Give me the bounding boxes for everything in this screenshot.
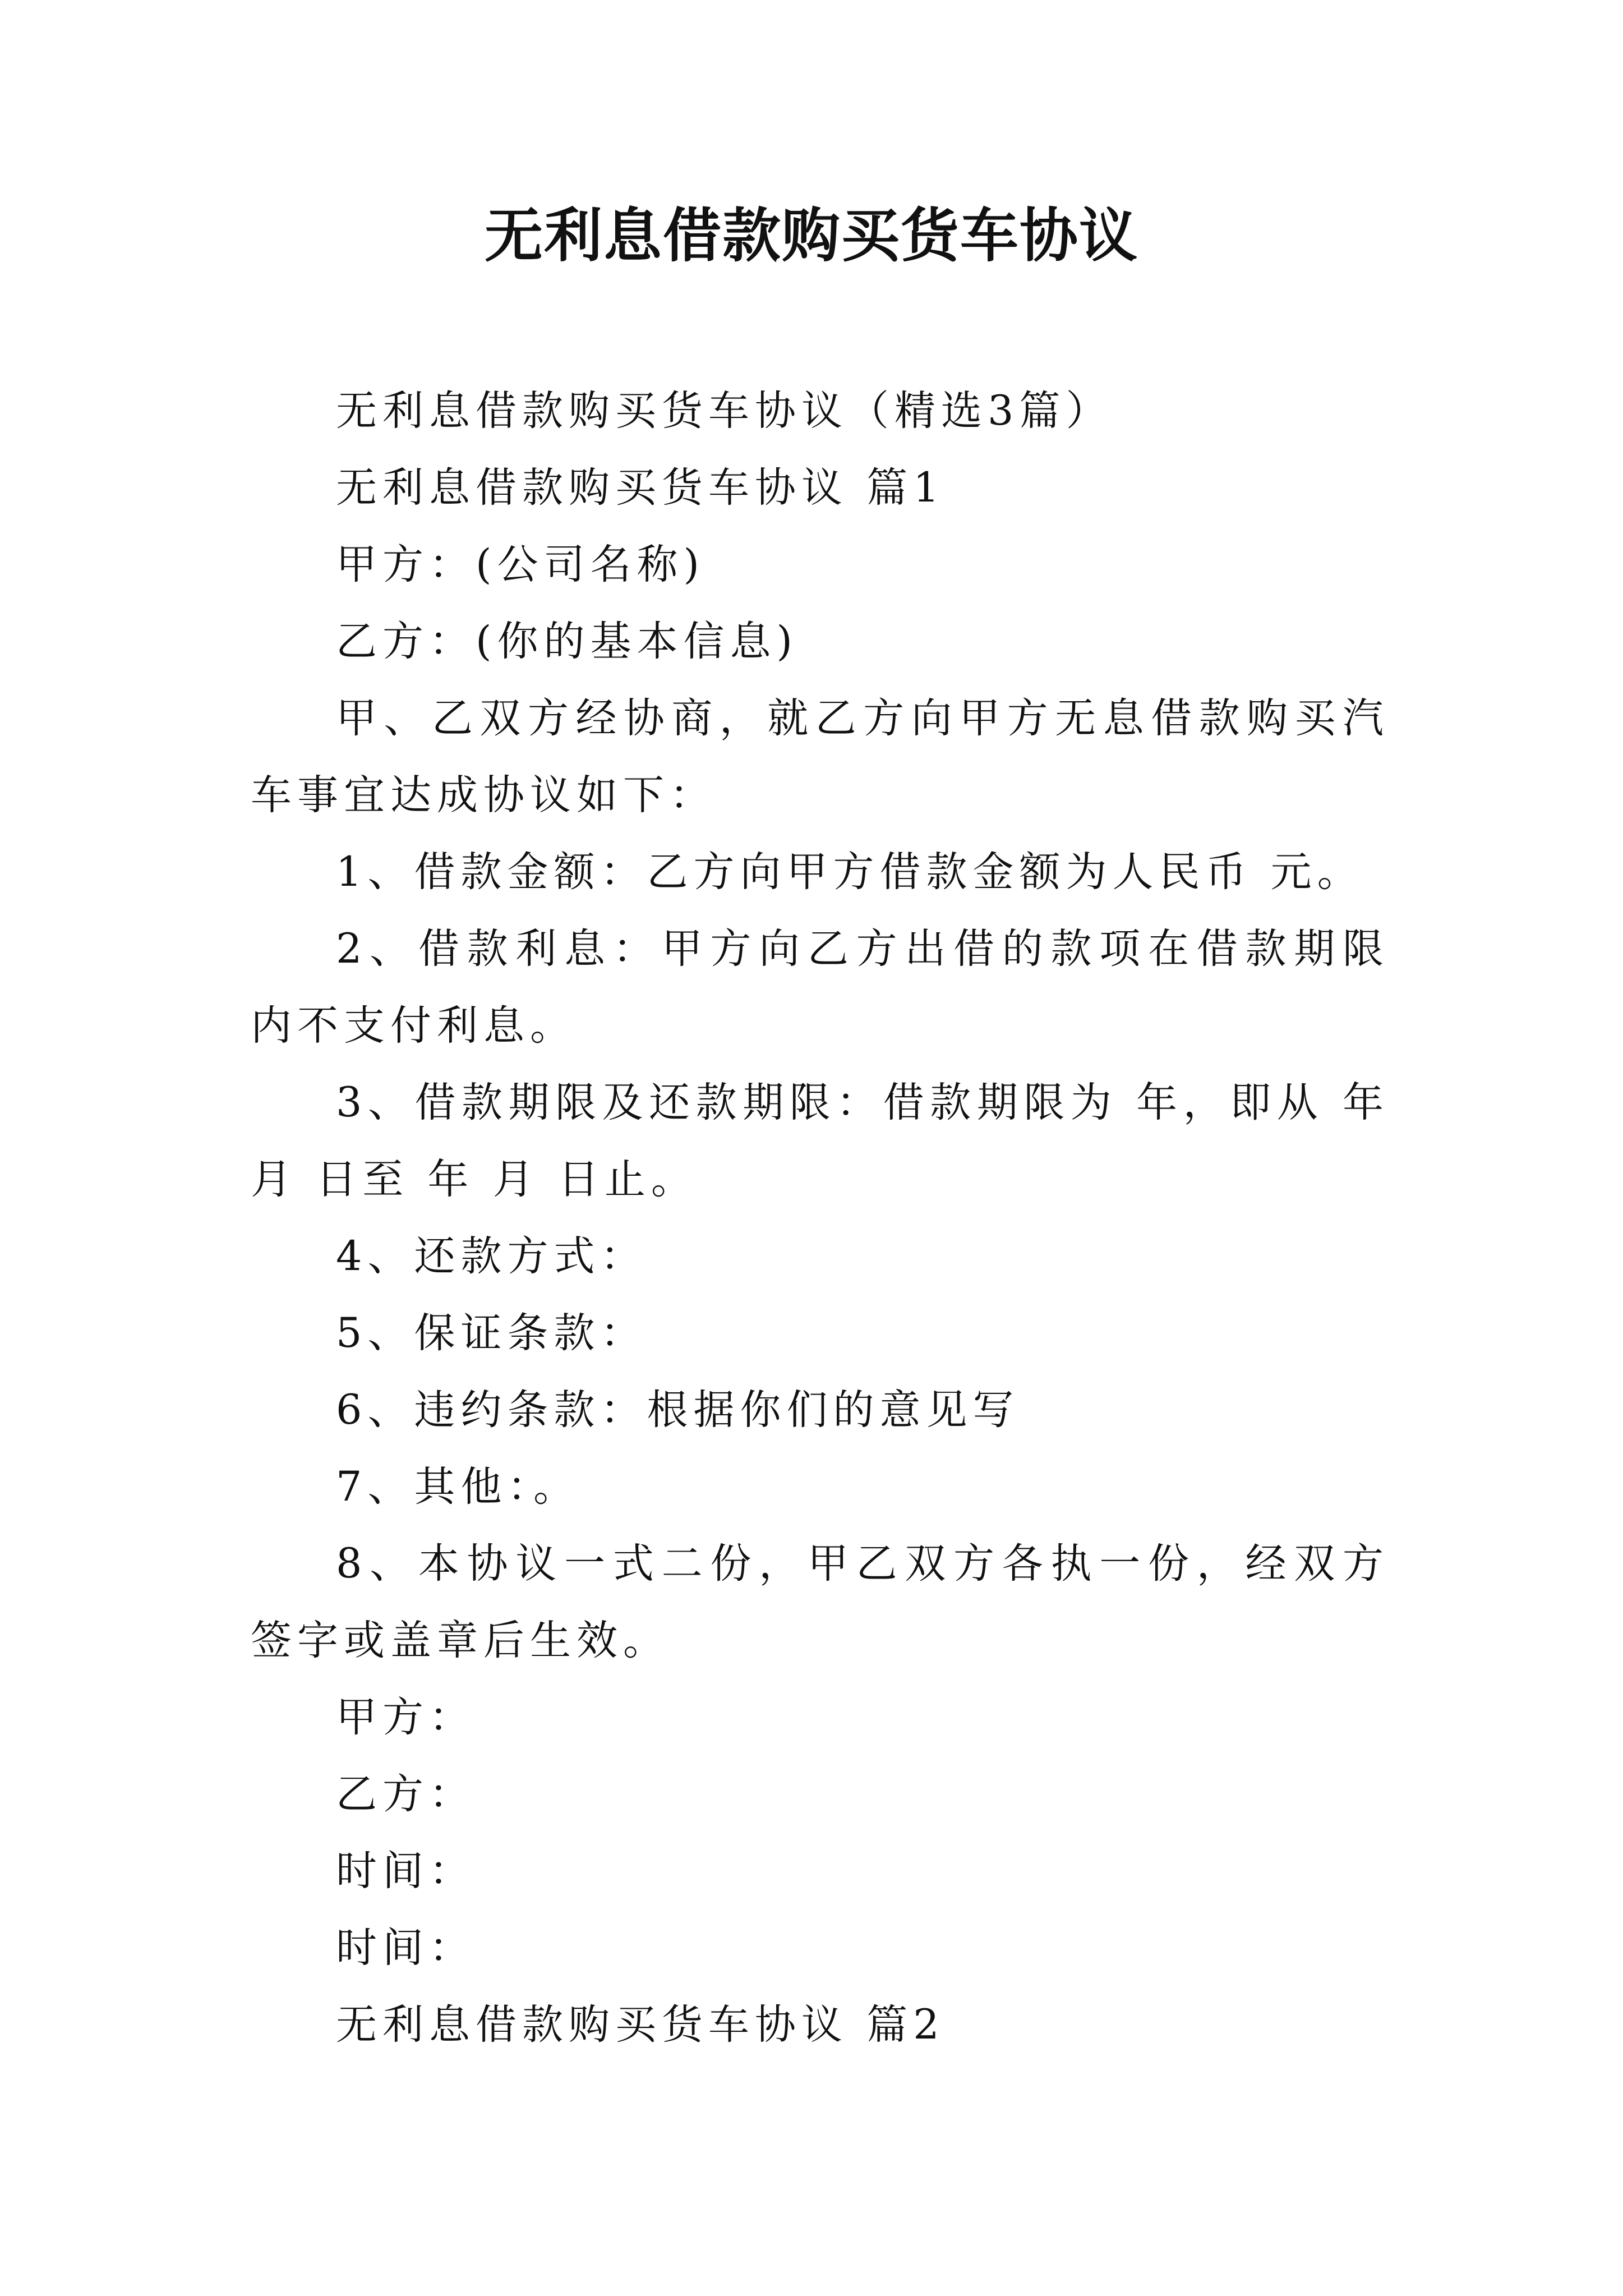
document-title: 无利息借款购买货车协议 (484, 201, 1138, 270)
clause-6-breach: 6、违约条款：根据你们的意见写 (336, 1386, 1020, 1434)
party-b-line: 乙方：(你的基本信息) (336, 618, 798, 665)
signature-party-b: 乙方： (336, 1770, 476, 1818)
clause-4-repayment-method: 4、还款方式： (336, 1232, 647, 1280)
clause-7-other: 7、其他：。 (336, 1463, 580, 1511)
signature-party-a: 甲方： (336, 1694, 476, 1741)
clause-3-loan-term: 3、借款期限及还款期限：借款期限为 年，即从 年 月 日至 年 月 日止。 (251, 1079, 1389, 1203)
clause-8-effectiveness: 8、本协议一式二份，甲乙双方各执一份，经双方签字或盖章后生效。 (251, 1540, 1389, 1664)
section-heading-1: 无利息借款购买货车协议 篇1 (336, 464, 945, 512)
clause-5-guarantee: 5、保证条款： (336, 1309, 647, 1357)
party-a-line: 甲方：(公司名称) (336, 541, 705, 588)
section-heading-2: 无利息借款购买货车协议 篇2 (336, 2001, 945, 2049)
clause-2-loan-interest: 2、借款利息：甲方向乙方出借的款项在借款期限内不支付利息。 (251, 925, 1389, 1050)
signature-date-b: 时间： (336, 1924, 476, 1972)
agreement-preamble: 甲、乙双方经协商，就乙方向甲方无息借款购买汽车事宜达成协议如下： (251, 694, 1389, 819)
signature-date-a: 时间： (336, 1847, 476, 1895)
clause-1-loan-amount: 1、借款金额：乙方向甲方借款金额为人民币 元。 (336, 848, 1364, 896)
document-body (251, 372, 1389, 2063)
paragraph-intro: 无利息借款购买货车协议（精选3篇） (336, 387, 1113, 435)
